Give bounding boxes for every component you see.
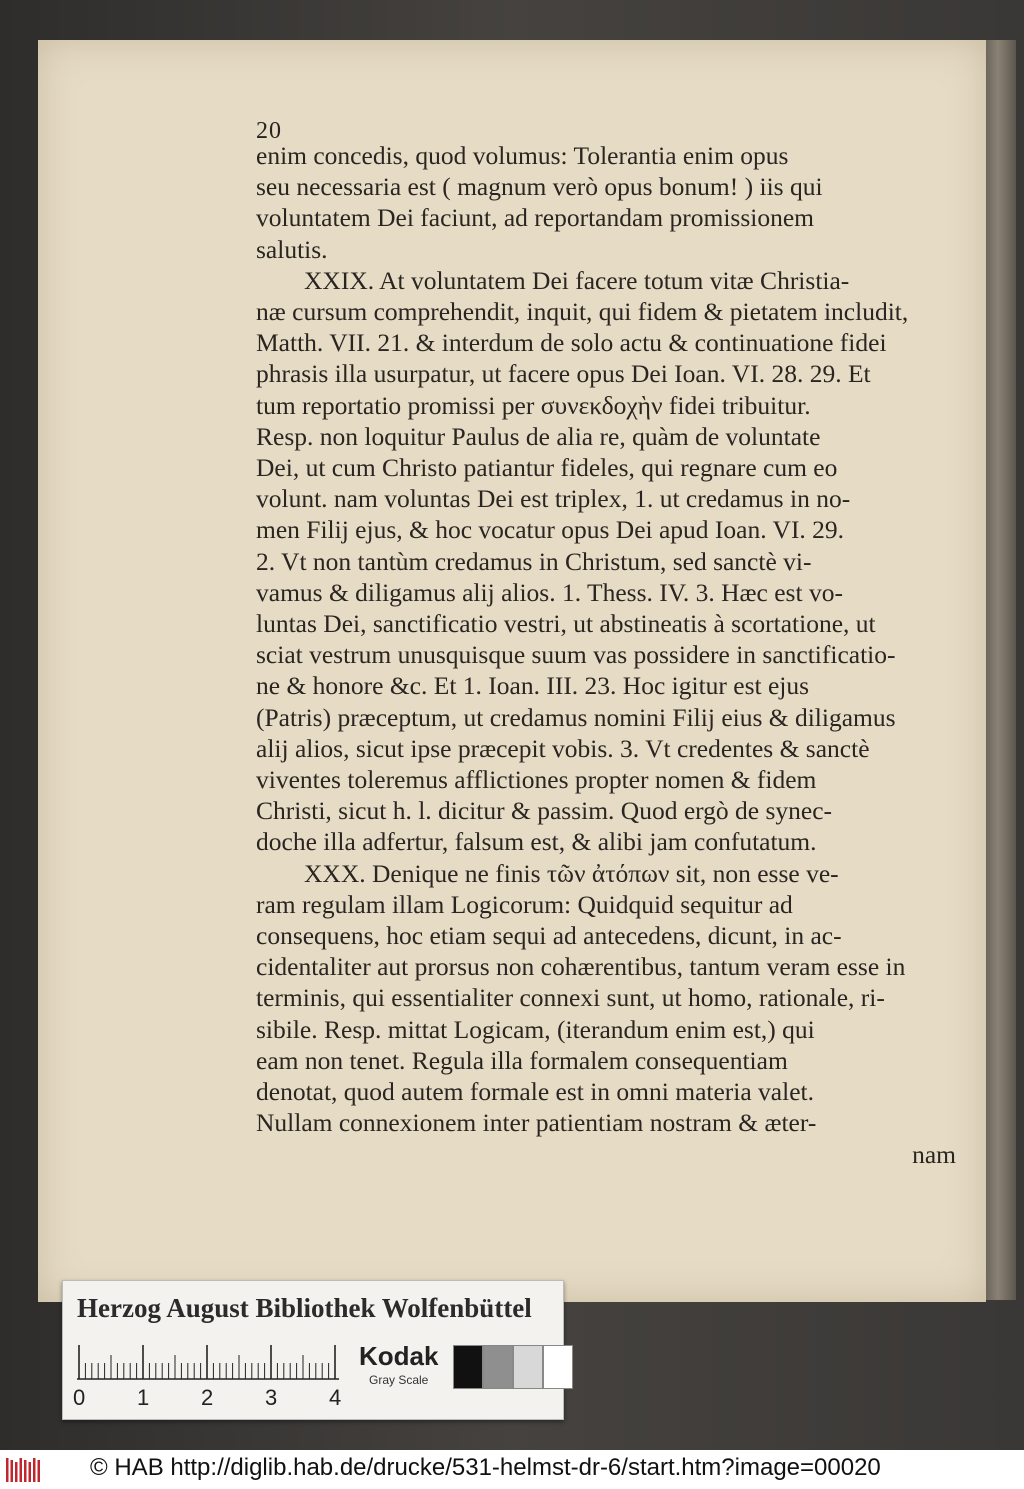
text-line: luntas Dei, sanctificatio vestri, ut abstineatis à scortatione, ut (256, 609, 876, 639)
text-line: terminis, qui essentialiter connexi sunt, ut homo, rationale, ri- (256, 983, 885, 1013)
text-line: seu necessaria est ( magnum verò opus bonum! ) iis qui (256, 172, 823, 202)
text-line: consequens, hoc etiam sequi ad antecedens, dicunt, in ac- (256, 921, 842, 951)
text-line: tum reportatio promissi per συνεκδοχὴν fidei tribuitur. (256, 390, 811, 420)
logo-bar (6, 1458, 9, 1482)
hab-logo-icon (6, 1458, 42, 1482)
text-line: Dei, ut cum Christo patiantur fideles, qui regnare cum eo (256, 453, 838, 483)
text-line: eam non tenet. Regula illa formalem consequentiam (256, 1045, 788, 1075)
book-page (38, 40, 986, 1302)
text-line: Resp. non loquitur Paulus de alia re, quàm de voluntate (256, 421, 821, 451)
text-line: voluntatem Dei faciunt, ad reportandam promissionem (256, 203, 815, 233)
gray-scale-label: Gray Scale (369, 1373, 429, 1387)
text-line: 2. Vt non tantùm credamus in Christum, sed sanctè vi- (256, 546, 812, 576)
text-line: næ cursum comprehendit, inquit, qui fidem & pietatem includit, (256, 297, 909, 327)
scale-ruler (77, 1341, 347, 1381)
ruler-number: 2 (201, 1385, 214, 1410)
logo-bar (11, 1460, 14, 1482)
text-line: (Patris) præceptum, ut credamus nomini Filij eius & diligamus (256, 702, 896, 732)
ruler-number: 4 (329, 1385, 342, 1410)
text-line: ram regulam illam Logicorum: Quidquid sequitur ad (256, 889, 793, 919)
text-line: alij alios, sicut ipse præcepit vobis. 3. Vt credentes & sanctè (256, 733, 870, 763)
text-line: denotat, quod autem formale est in omni materia valet. (256, 1077, 814, 1107)
footer-url[interactable]: © HAB http://diglib.hab.de/drucke/531-helmst-dr-6/start.htm?image=00020 (90, 1454, 881, 1481)
catchword: nam (912, 1139, 956, 1169)
text-line: volunt. nam voluntas Dei est triplex, 1. ut credamus in no- (256, 484, 851, 514)
text-line: viventes toleremus afflictiones propter nomen & fidem (256, 765, 817, 795)
color-target-card (62, 1280, 564, 1420)
gray-swatch (453, 1345, 483, 1389)
text-line: cidentaliter aut prorsus non cohærentibus, tantum veram esse in (256, 952, 906, 982)
text-line: salutis. (256, 234, 328, 264)
text-line: XXX. Denique ne finis τῶν ἀτόπων sit, non esse ve- (304, 858, 839, 888)
logo-bar (33, 1458, 36, 1482)
logo-bar (15, 1462, 18, 1482)
text-line: enim concedis, quod volumus: Tolerantia enim opus (256, 141, 789, 170)
text-line: sibile. Resp. mittat Logicam, (iterandum enim est,) qui (256, 1014, 815, 1044)
footer-bar (0, 1450, 1024, 1489)
text-line: phrasis illa usurpatur, ut facere opus Dei Ioan. VI. 28. 29. Et (256, 359, 871, 389)
gray-swatch (543, 1345, 573, 1389)
text-line: sciat vestrum unusquisque suum vas possidere in sanctificatio- (256, 640, 896, 670)
kodak-logo: Kodak (359, 1341, 439, 1371)
gray-swatches (453, 1345, 573, 1389)
book-edge (986, 40, 1016, 1300)
gray-swatch (513, 1345, 543, 1389)
ruler-number: 1 (137, 1385, 150, 1410)
logo-bar (20, 1458, 23, 1482)
text-line: Nullam connexionem inter patientiam nostram & æter- (256, 1108, 817, 1138)
text-line: vamus & diligamus alij alios. 1. Thess. IV. 3. Hæc est vo- (256, 577, 843, 607)
logo-bar (29, 1462, 32, 1482)
text-line: Matth. VII. 21. & interdum de solo actu & continuatione fidei (256, 328, 887, 358)
ruler-ticks (77, 1341, 347, 1381)
library-name: Herzog August Bibliothek Wolfenbüttel (77, 1293, 532, 1323)
text-line: men Filij ejus, & hoc vocatur opus Dei apud Ioan. VI. 29. (256, 515, 845, 545)
ruler-number: 3 (265, 1385, 278, 1410)
gray-swatch (483, 1345, 513, 1389)
logo-bar (38, 1460, 41, 1482)
page-number: 20 (256, 118, 282, 144)
body-text (256, 140, 956, 1170)
text-line: XXIX. At voluntatem Dei facere totum vitæ Christia- (304, 265, 850, 295)
text-line: ne & honore &c. Et 1. Ioan. III. 23. Hoc igitur est ejus (256, 671, 810, 701)
text-line: Christi, sicut h. l. dicitur & passim. Quod ergò de synec- (256, 796, 833, 826)
ruler-number: 0 (73, 1385, 86, 1410)
text-line: doche illa adfertur, falsum est, & alibi jam confutatum. (256, 827, 817, 857)
logo-bar (24, 1460, 27, 1482)
